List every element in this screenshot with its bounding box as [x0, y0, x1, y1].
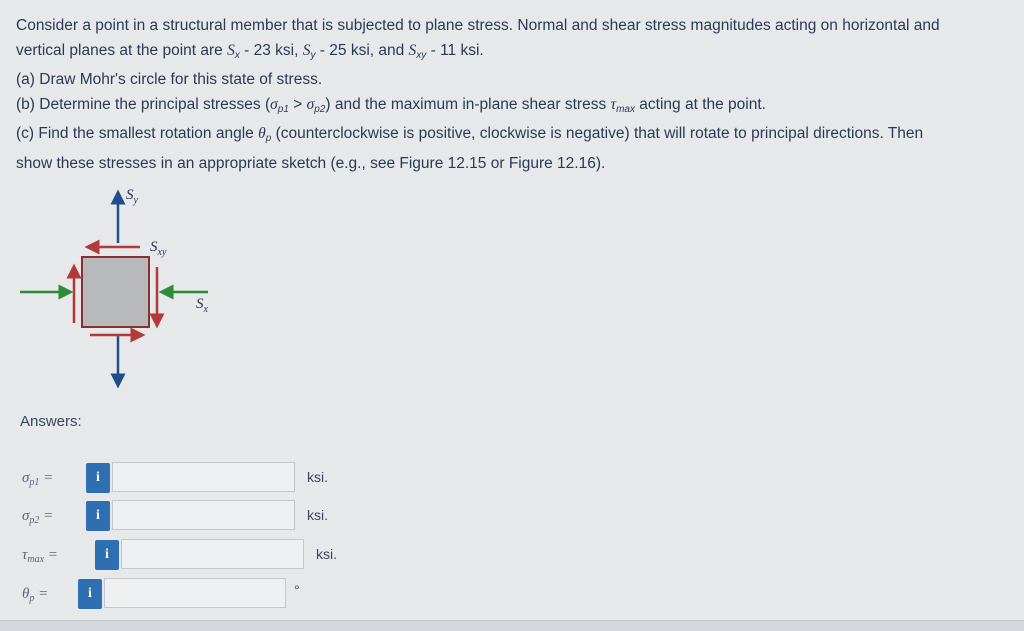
tau-max-info-button[interactable]: i — [95, 540, 119, 570]
tau-max-input[interactable] — [121, 539, 304, 569]
problem-part-b: (b) Determine the principal stresses $(\sigma_{p1} > \sigma_{p2})$ and the maximum in-plane shear stress $\tau_{max}$ acting at the point. — [16, 95, 766, 115]
answers-heading: Answers: — [20, 413, 82, 430]
theta-p-label: $\theta_p$ = — [22, 586, 49, 604]
sigma-p2-info-button[interactable]: i — [86, 501, 110, 531]
sigma-p1-info-button[interactable]: i — [86, 463, 110, 493]
theta-p-input[interactable] — [104, 578, 286, 608]
sigma-p1-input[interactable] — [112, 462, 295, 492]
problem-line-last: show these stresses in an appropriate sketch (e.g., see Figure 12.15 or Figure 12.16). — [16, 154, 606, 172]
sigma-p2-label: $\sigma_{p2}$ = — [22, 508, 54, 526]
theta-p-unit: ° — [294, 582, 300, 598]
sigma-p1-label: $\sigma_{p1}$ = — [22, 470, 54, 488]
tau-max-unit: ksi. — [316, 546, 337, 562]
label-sy: $S_y$ — [126, 187, 138, 206]
problem-part-c: (c) Find the smallest rotation angle $\theta_p$ (counterclockwise is positive, clockwise is negative) that will rotate to principal directions. Then — [16, 125, 924, 144]
stress-element-diagram — [0, 175, 260, 405]
bottom-bar — [0, 620, 1024, 631]
label-sx: $S_x$ — [196, 296, 208, 315]
tau-max-label: $\tau_{max}$ = — [22, 547, 58, 565]
sigma-p2-unit: ksi. — [307, 507, 328, 523]
problem-line-1: Consider a point in a structural member that is subjected to plane stress. Normal and shear stress magnitudes acting on horizontal and — [16, 17, 940, 34]
label-sxy: $S_{xy}$ — [150, 239, 167, 258]
stress-element-svg — [0, 175, 260, 405]
theta-p-info-button[interactable]: i — [78, 579, 102, 609]
stress-element-box — [82, 257, 149, 327]
problem-part-a: (a) Draw Mohr's circle for this state of stress. — [16, 71, 323, 88]
sigma-p1-unit: ksi. — [307, 469, 328, 485]
problem-line-2: vertical planes at the point are $S_x - 23$ ksi, $S_y - 25$ ksi, and $S_{xy} - 11$ ksi. — [16, 41, 484, 61]
sigma-p2-input[interactable] — [112, 500, 295, 530]
problem-statement — [16, 14, 1011, 176]
